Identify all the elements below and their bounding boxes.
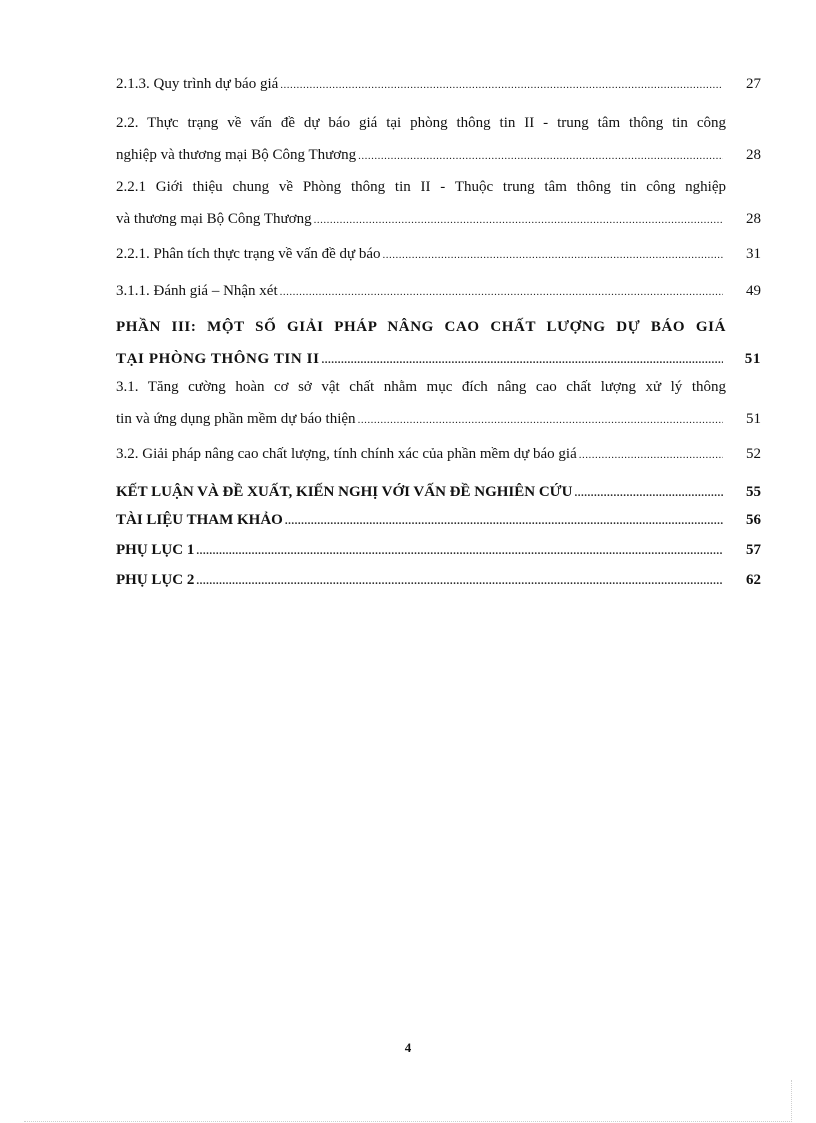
toc-entry-2-2-1-analysis[interactable] — [116, 238, 761, 271]
toc-leader-dots — [196, 535, 723, 567]
toc-entry-3-1[interactable] — [116, 371, 761, 436]
toc-entry-appendix-2[interactable] — [116, 564, 761, 597]
toc-entry-page: 56 — [746, 512, 761, 528]
toc-entry-page: 28 — [746, 147, 761, 163]
toc-line — [116, 403, 761, 436]
toc-line — [116, 564, 761, 597]
toc-entry-title-line2: tin và ứng dụng phần mềm dự báo thiện — [116, 411, 356, 427]
toc-entry-title: KẾT LUẬN VÀ ĐỀ XUẤT, KIẾN NGHỊ VỚI VẤN ĐỀ NGHIÊN CỨU — [116, 484, 573, 500]
toc-entry-title: 2.1.3. Quy trình dự báo giá — [116, 76, 279, 92]
toc-entry-2-2[interactable] — [116, 107, 761, 172]
toc-entry-title-line2: nghiệp và thương mại Bộ Công Thương — [116, 147, 357, 163]
toc-entry-page: 52 — [746, 446, 761, 462]
toc-leader-dots — [579, 439, 723, 471]
toc-entry-title-line2: và thương mại Bộ Công Thương — [116, 211, 312, 227]
toc-entry-title: TÀI LIỆU THAM KHẢO — [116, 512, 283, 528]
toc-entry-title-line1: 3.1. Tăng cường hoàn cơ sở vật chất nhằm mục đích nâng cao chất lượng xử lý thông — [116, 379, 726, 395]
toc-entry-title: PHỤ LỤC 1 — [116, 542, 195, 558]
toc-line — [116, 139, 761, 172]
toc-entry-page: 57 — [746, 542, 761, 558]
toc-entry-page: 51 — [746, 411, 761, 427]
toc-leader-dots — [314, 204, 723, 236]
page-number: 4 — [404, 1040, 412, 1055]
toc-leader-dots — [358, 404, 723, 436]
toc-line — [116, 438, 761, 471]
toc-entry-title: PHỤ LỤC 2 — [116, 572, 195, 588]
toc-entry-page: 51 — [744, 351, 761, 367]
toc-entry-title-line2: TẠI PHÒNG THÔNG TIN II — [116, 351, 320, 367]
toc-line — [116, 68, 761, 101]
toc-leader-dots — [285, 505, 723, 537]
toc-entry-2-1-3[interactable] — [116, 68, 761, 101]
toc-entry-title: 3.1.1. Đánh giá – Nhận xét — [116, 283, 278, 299]
toc-entry-2-2-1-intro[interactable] — [116, 171, 761, 236]
toc-entry-page: 49 — [746, 283, 761, 299]
toc-entry-page: 55 — [746, 484, 761, 500]
toc-leader-dots — [196, 565, 723, 597]
toc-entry-title: 3.2. Giải pháp nâng cao chất lượng, tính chính xác của phần mềm dự báo giá — [116, 446, 577, 462]
toc-entry-title-line1: 2.2. Thực trạng về vấn đề dự báo giá tại phòng thông tin II - trung tâm thông tin công — [116, 115, 726, 131]
toc-line — [116, 504, 761, 537]
toc-entry-3-2[interactable] — [116, 438, 761, 471]
toc-entry-title: 2.2.1. Phân tích thực trạng về vấn đề dự báo — [116, 246, 381, 262]
toc-leader-dots — [383, 239, 723, 271]
toc-line — [116, 534, 761, 567]
toc-line — [116, 203, 761, 236]
toc-entry-3-1-1[interactable] — [116, 275, 761, 308]
toc-line — [116, 275, 761, 308]
toc-line — [116, 238, 761, 271]
toc-leader-dots — [280, 69, 723, 101]
toc-leader-dots — [358, 140, 723, 172]
toc-entry-page: 28 — [746, 211, 761, 227]
toc-entry-references[interactable] — [116, 504, 761, 537]
toc-entry-page: 62 — [746, 572, 761, 588]
toc-entry-appendix-1[interactable] — [116, 534, 761, 567]
toc-entry-title-line1: PHẦN III: MỘT SỐ GIẢI PHÁP NÂNG CAO CHẤT LƯỢNG DỰ BÁO GIÁ — [116, 319, 726, 335]
toc-entry-page: 31 — [746, 246, 761, 262]
page-bottom-border — [24, 1121, 792, 1122]
toc-leader-dots — [280, 276, 723, 308]
toc-entry-part-3[interactable] — [116, 311, 761, 376]
toc-entry-page: 27 — [746, 76, 761, 92]
page-right-border — [791, 1080, 792, 1122]
toc-entry-title-line1: 2.2.1 Giới thiệu chung về Phòng thông tin II - Thuộc trung tâm thông tin công nghiệp — [116, 179, 726, 195]
